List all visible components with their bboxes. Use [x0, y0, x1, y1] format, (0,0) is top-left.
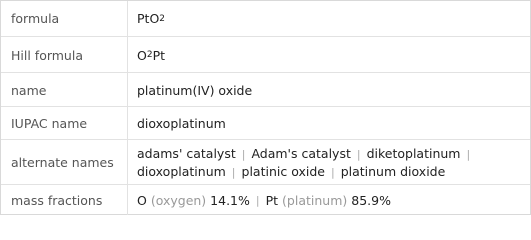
alternate-names-value	[137, 140, 526, 185]
column-divider	[127, 73, 128, 107]
name-separator: |	[241, 148, 246, 161]
name-separator: |	[466, 148, 471, 161]
row-label-hill-formula: Hill formula	[11, 47, 83, 63]
alternate-names-line-1	[137, 146, 476, 161]
mass-fraction-platinum	[266, 193, 391, 208]
table-row	[1, 72, 530, 107]
alternate-name: dioxoplatinum	[137, 164, 226, 179]
alternate-name: diketoplatinum	[366, 146, 461, 161]
iupac-name-value: dioxoplatinum	[137, 116, 226, 131]
hill-formula-value: O 2 Pt	[137, 47, 166, 63]
column-divider	[127, 185, 128, 215]
fraction-separator: |	[255, 193, 260, 207]
table-row	[1, 1, 530, 36]
name-separator: |	[356, 148, 361, 161]
mass-percent: 14.1%	[210, 192, 250, 208]
column-divider	[127, 140, 128, 185]
row-label-formula: formula	[11, 11, 60, 26]
row-label-mass-fractions: mass fractions	[11, 192, 103, 208]
table-row	[1, 139, 530, 185]
column-divider	[127, 107, 128, 140]
alternate-name: adams' catalyst	[137, 146, 236, 161]
alternate-name: platinic oxide	[241, 164, 325, 179]
mass-fraction-oxygen	[137, 193, 250, 208]
formula-main: PtO	[137, 11, 160, 26]
row-label-name: name	[11, 82, 47, 98]
element-name: (oxygen)	[150, 192, 207, 208]
element-symbol: Pt	[265, 192, 279, 208]
column-divider	[127, 37, 128, 73]
table-row	[1, 106, 530, 140]
name-separator: |	[330, 166, 335, 179]
column-divider	[127, 1, 128, 36]
hill-element-1: O	[137, 47, 147, 63]
hill-element-2: Pt	[152, 47, 166, 63]
alternate-name: platinum dioxide	[340, 164, 446, 179]
element-name: (platinum)	[282, 192, 348, 208]
row-label-iupac-name: IUPAC name	[11, 116, 88, 131]
alternate-name: Adam's catalyst	[251, 146, 351, 161]
name-separator: |	[231, 166, 236, 179]
mass-fractions-value	[137, 185, 526, 215]
mass-percent: 85.9%	[351, 192, 391, 208]
formula-value: PtO 2	[137, 11, 166, 26]
row-label-alternate-names: alternate names	[11, 155, 114, 170]
table-row	[1, 184, 530, 215]
name-value: platinum(IV) oxide	[137, 82, 253, 98]
table-row	[1, 36, 530, 73]
alternate-names-line-2	[137, 164, 445, 179]
element-symbol: O	[137, 192, 147, 208]
